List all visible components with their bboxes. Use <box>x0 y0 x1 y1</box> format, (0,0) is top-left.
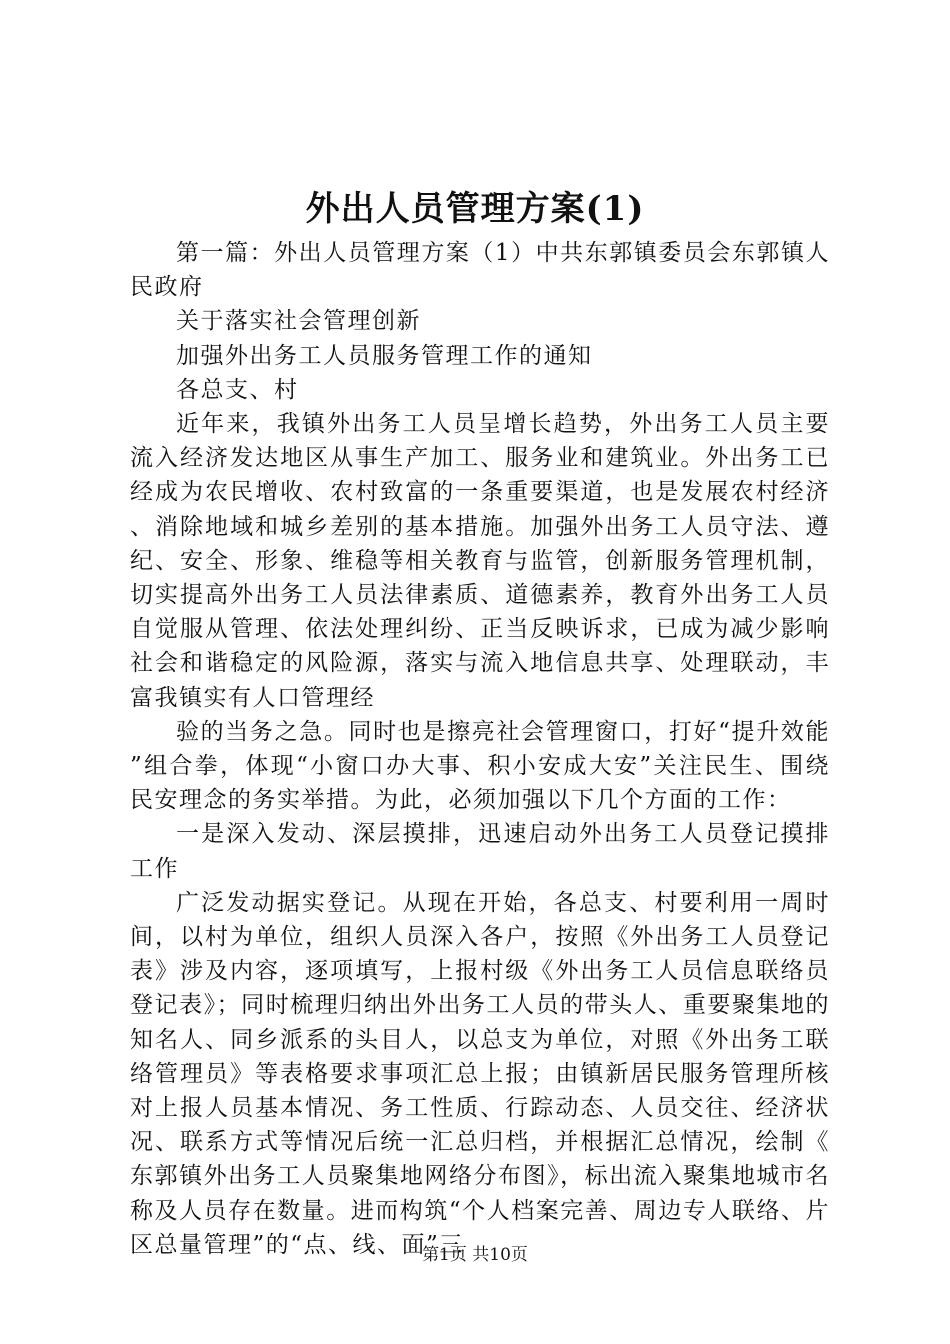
document-body <box>130 236 830 1262</box>
paragraph: 近年来，我镇外出务工人员呈增长趋势，外出务工人员主要流入经济发达地区从事生产加工、服务业和建筑业。外出务工已经成为农民增收、农村致富的一条重要渠道，也是发展农村经济、消除地域和城乡差别的基本措施。加强外出务工人员守法、遵纪、安全、形象、维稳等相关教育与监管，创新服务管理机制，切实提高外出务工人员法律素质、道德素养，教育外出务工人员自觉服从管理、依法处理纠纷、正当反映诉求，已成为减少影响社会和谐稳定的风险源，落实与流入地信息共享、处理联动，丰富我镇实有人口管理经 <box>130 411 830 711</box>
paragraph: 关于落实社会管理创新 <box>176 308 421 335</box>
document-title: 外出人员管理方案(1) <box>305 189 645 229</box>
page-number-footer: 第1页 共10页 <box>422 1245 528 1265</box>
paragraph: 一是深入发动、深层摸排，迅速启动外出务工人员登记摸排工作 <box>130 821 830 882</box>
paragraph: 加强外出务工人员服务管理工作的通知 <box>176 342 593 369</box>
paragraph: 广泛发动据实登记。从现在开始，各总支、村要利用一周时间，以村为单位，组织人员深入各户，按照《外出务工人员登记表》涉及内容，逐项填写，上报村级《外出务工人员信息联络员登记表》；同时梳理归纳出外出务工人员的带头人、重要聚集地的知名人、同乡派系的头目人，以总支为单位，对照《外出务工联络管理员》等表格要求事项汇总上报；由镇新居民服务管理所核对上报人员基本情况、务工性质、行踪动态、人员交往、经济状况、联系方式等情况后统一汇总归档，并根据汇总情况，绘制《东郭镇外出务工人员聚集地网络分布图》，标出流入聚集地城市名称及人员存在数量。进而构筑“个人档案完善、周边专人联络、片区总量管理”的“点、线、面”三 <box>130 889 830 1258</box>
paragraph: 验的当务之急。同时也是擦亮社会管理窗口，打好“提升效能”组合拳，体现“小窗口办大事、积小安成大安”关注民生、围绕民安理念的务实举措。为此，必须加强以下几个方面的工作： <box>130 718 830 814</box>
paragraph: 各总支、村 <box>176 376 299 403</box>
paragraph: 第一篇：外出人员管理方案（1）中共东郭镇委员会东郭镇人民政府 <box>130 240 830 301</box>
